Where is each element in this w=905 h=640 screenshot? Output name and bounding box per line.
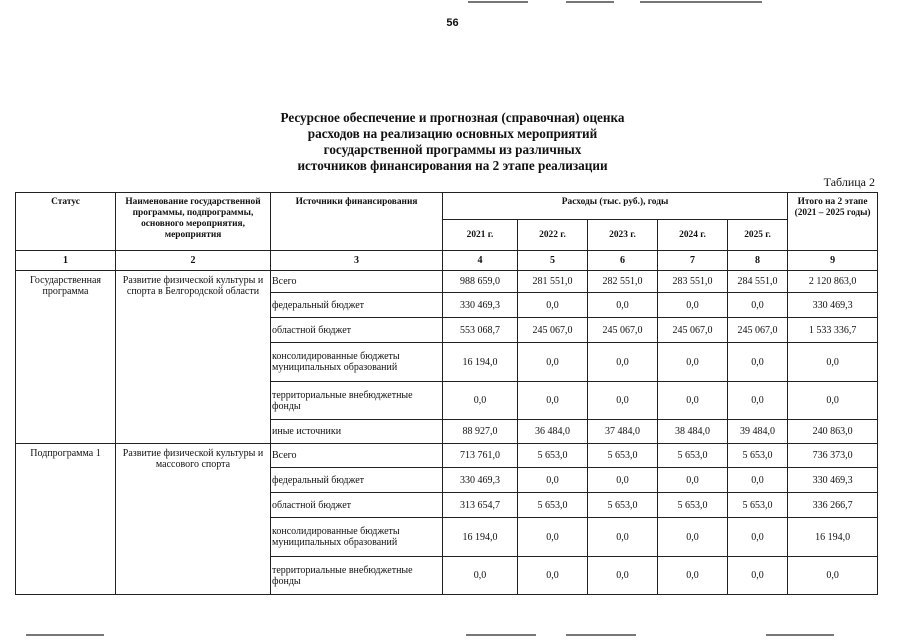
value-cell: 37 484,0 xyxy=(588,420,658,444)
value-cell: 0,0 xyxy=(658,557,728,595)
header-year: 2021 г. xyxy=(443,220,518,251)
value-cell: 0,0 xyxy=(588,293,658,318)
value-cell: 0,0 xyxy=(443,557,518,595)
value-cell: 88 927,0 xyxy=(443,420,518,444)
total-cell: 736 373,0 xyxy=(788,444,878,468)
scan-mark-top-3 xyxy=(640,1,762,3)
source-cell: консолидированные бюджеты муниципальных образований xyxy=(271,343,443,382)
value-cell: 0,0 xyxy=(588,382,658,420)
value-cell: 5 653,0 xyxy=(658,493,728,518)
header-name: Наименование государственной программы, подпрограммы, основного мероприятия, мероприятия xyxy=(116,193,271,251)
source-cell: Всего xyxy=(271,444,443,468)
document-title xyxy=(0,110,905,174)
value-cell: 5 653,0 xyxy=(588,444,658,468)
column-number: 7 xyxy=(658,251,728,271)
value-cell: 0,0 xyxy=(518,382,588,420)
header-total: Итого на 2 этапе (2021 – 2025 годы) xyxy=(788,193,878,251)
title-line: Ресурсное обеспечение и прогнозная (справочная) оценка xyxy=(280,110,625,125)
table-row xyxy=(16,444,878,468)
value-cell: 39 484,0 xyxy=(728,420,788,444)
scan-mark-bottom-3 xyxy=(566,634,636,636)
header-status: Статус xyxy=(16,193,116,251)
title-line: расходов на реализацию основных мероприятий xyxy=(307,126,598,141)
source-cell: областной бюджет xyxy=(271,493,443,518)
value-cell: 36 484,0 xyxy=(518,420,588,444)
column-number: 6 xyxy=(588,251,658,271)
header-expenses: Расходы (тыс. руб.), годы xyxy=(443,193,788,220)
value-cell: 245 067,0 xyxy=(728,318,788,343)
total-cell: 336 266,7 xyxy=(788,493,878,518)
status-cell: Подпрограмма 1 xyxy=(16,444,116,595)
source-cell: федеральный бюджет xyxy=(271,293,443,318)
value-cell: 245 067,0 xyxy=(588,318,658,343)
value-cell: 0,0 xyxy=(588,518,658,557)
value-cell: 5 653,0 xyxy=(518,444,588,468)
value-cell: 0,0 xyxy=(518,293,588,318)
page-number: 56 xyxy=(446,17,459,29)
value-cell: 16 194,0 xyxy=(443,518,518,557)
header-year: 2022 г. xyxy=(518,220,588,251)
total-cell: 2 120 863,0 xyxy=(788,271,878,293)
value-cell: 283 551,0 xyxy=(658,271,728,293)
value-cell: 553 068,7 xyxy=(443,318,518,343)
total-cell: 240 863,0 xyxy=(788,420,878,444)
source-cell: иные источники xyxy=(271,420,443,444)
value-cell: 282 551,0 xyxy=(588,271,658,293)
column-number: 3 xyxy=(271,251,443,271)
value-cell: 5 653,0 xyxy=(728,493,788,518)
value-cell: 0,0 xyxy=(658,468,728,493)
value-cell: 313 654,7 xyxy=(443,493,518,518)
budget-table xyxy=(15,192,878,595)
value-cell: 0,0 xyxy=(728,557,788,595)
value-cell: 5 653,0 xyxy=(588,493,658,518)
value-cell: 0,0 xyxy=(728,382,788,420)
scan-mark-bottom-2 xyxy=(466,634,536,636)
value-cell: 0,0 xyxy=(658,518,728,557)
value-cell: 0,0 xyxy=(728,343,788,382)
header-year: 2025 г. xyxy=(728,220,788,251)
value-cell: 5 653,0 xyxy=(658,444,728,468)
source-cell: Всего xyxy=(271,271,443,293)
total-cell: 0,0 xyxy=(788,557,878,595)
value-cell: 0,0 xyxy=(728,518,788,557)
total-cell: 1 533 336,7 xyxy=(788,318,878,343)
value-cell: 0,0 xyxy=(728,468,788,493)
value-cell: 0,0 xyxy=(443,382,518,420)
total-cell: 330 469,3 xyxy=(788,468,878,493)
value-cell: 330 469,3 xyxy=(443,468,518,493)
total-cell: 0,0 xyxy=(788,382,878,420)
header-year: 2024 г. xyxy=(658,220,728,251)
source-cell: областной бюджет xyxy=(271,318,443,343)
value-cell: 0,0 xyxy=(518,557,588,595)
total-cell: 0,0 xyxy=(788,343,878,382)
column-number: 2 xyxy=(116,251,271,271)
scan-mark-bottom-4 xyxy=(766,634,834,636)
value-cell: 0,0 xyxy=(588,468,658,493)
table-label: Таблица 2 xyxy=(823,175,875,189)
source-cell: территориальные внебюджетные фонды xyxy=(271,557,443,595)
value-cell: 0,0 xyxy=(588,343,658,382)
header-sources: Источники финансирования xyxy=(271,193,443,251)
value-cell: 38 484,0 xyxy=(658,420,728,444)
column-number: 9 xyxy=(788,251,878,271)
value-cell: 16 194,0 xyxy=(443,343,518,382)
value-cell: 0,0 xyxy=(658,382,728,420)
column-number: 5 xyxy=(518,251,588,271)
column-number: 8 xyxy=(728,251,788,271)
value-cell: 245 067,0 xyxy=(518,318,588,343)
header-year: 2023 г. xyxy=(588,220,658,251)
program-name-cell: Развитие физической культуры и спорта в Белгородской области xyxy=(116,271,271,444)
source-cell: консолидированные бюджеты муниципальных образований xyxy=(271,518,443,557)
value-cell: 0,0 xyxy=(658,293,728,318)
scan-mark-top-2 xyxy=(566,1,614,3)
total-cell: 16 194,0 xyxy=(788,518,878,557)
value-cell: 0,0 xyxy=(518,468,588,493)
value-cell: 0,0 xyxy=(728,293,788,318)
title-line: источников финансирования на 2 этапе реализации xyxy=(297,158,608,173)
column-number: 1 xyxy=(16,251,116,271)
value-cell: 713 761,0 xyxy=(443,444,518,468)
value-cell: 0,0 xyxy=(518,518,588,557)
status-cell: Государственная программа xyxy=(16,271,116,444)
source-cell: территориальные внебюджетные фонды xyxy=(271,382,443,420)
value-cell: 0,0 xyxy=(588,557,658,595)
program-name-cell: Развитие физической культуры и массового спорта xyxy=(116,444,271,595)
title-line: государственной программы из различных xyxy=(323,142,582,157)
column-number: 4 xyxy=(443,251,518,271)
source-cell: федеральный бюджет xyxy=(271,468,443,493)
value-cell: 284 551,0 xyxy=(728,271,788,293)
scan-mark-bottom-1 xyxy=(26,634,104,636)
total-cell: 330 469,3 xyxy=(788,293,878,318)
value-cell: 0,0 xyxy=(518,343,588,382)
value-cell: 330 469,3 xyxy=(443,293,518,318)
table-row xyxy=(16,271,878,293)
value-cell: 5 653,0 xyxy=(728,444,788,468)
value-cell: 0,0 xyxy=(658,343,728,382)
scan-mark-top-1 xyxy=(468,1,528,3)
value-cell: 988 659,0 xyxy=(443,271,518,293)
value-cell: 245 067,0 xyxy=(658,318,728,343)
value-cell: 281 551,0 xyxy=(518,271,588,293)
value-cell: 5 653,0 xyxy=(518,493,588,518)
